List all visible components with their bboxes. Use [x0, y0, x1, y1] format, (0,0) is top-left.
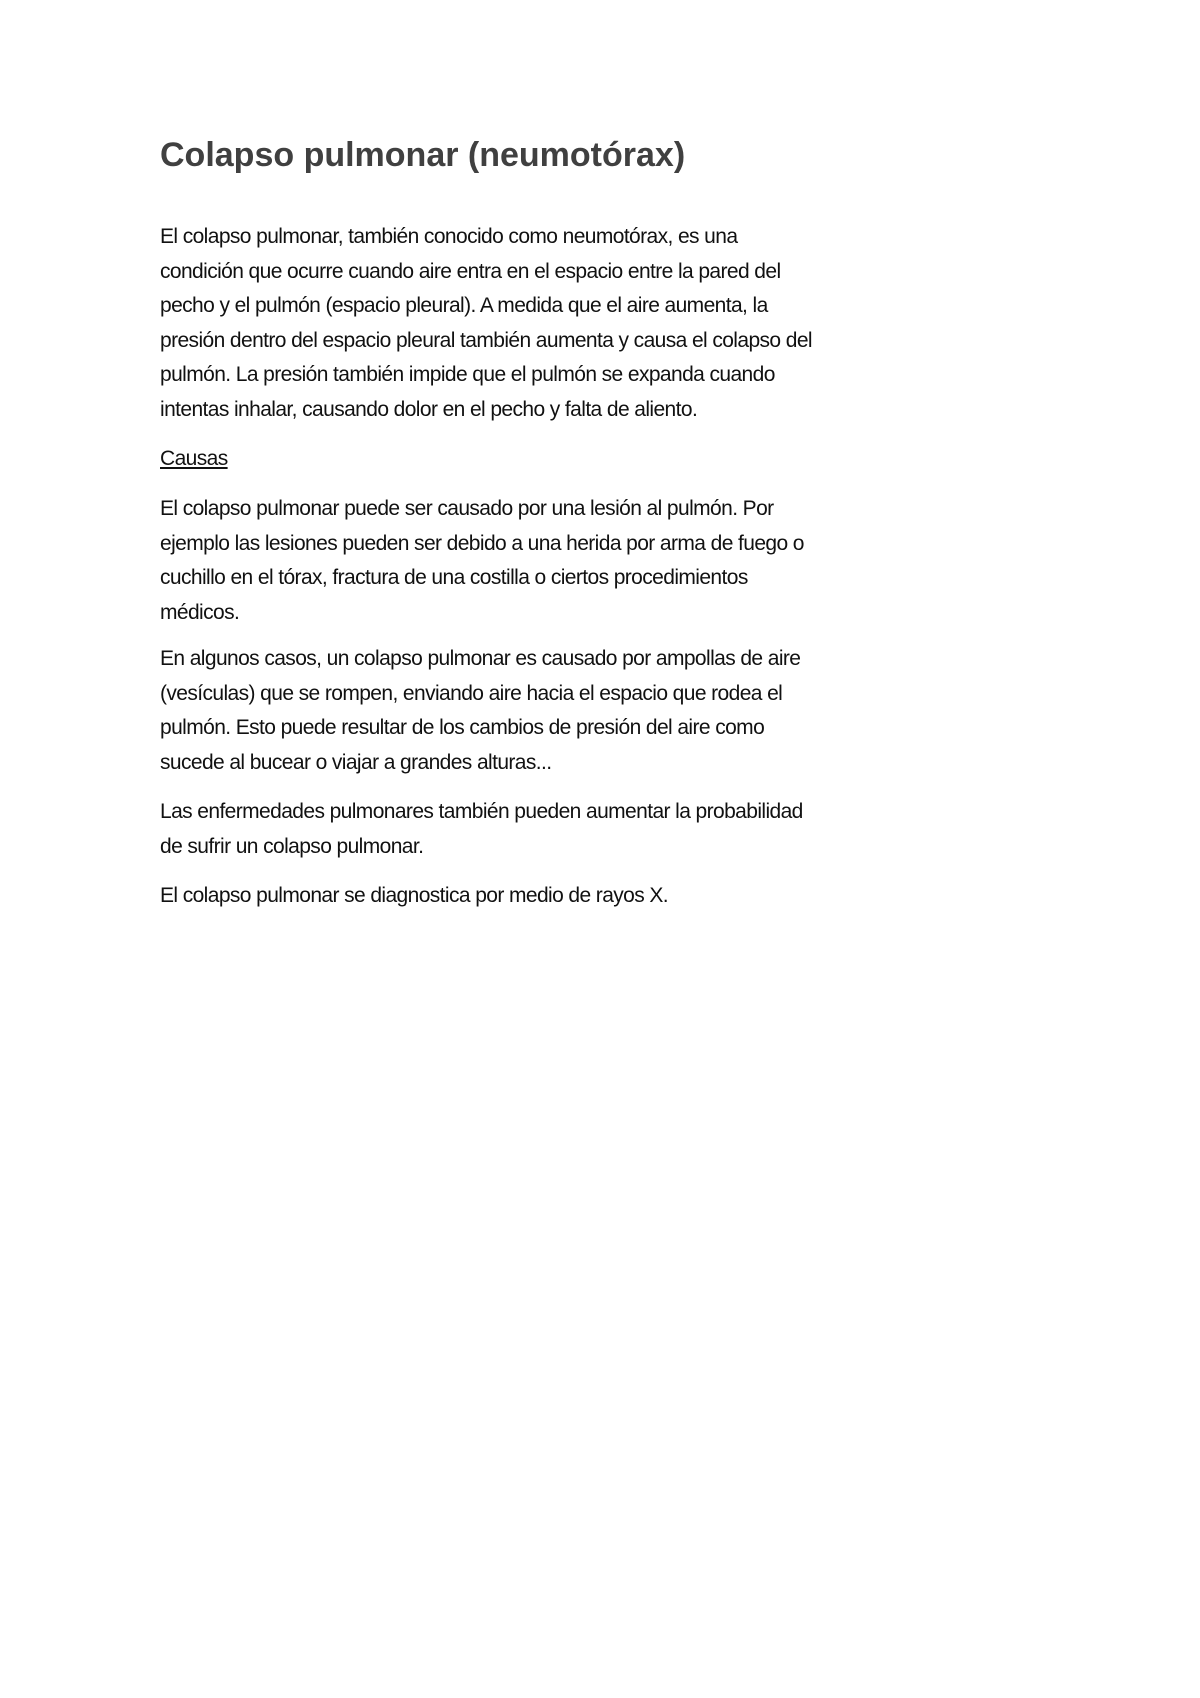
- causes-paragraph-1: [160, 492, 804, 630]
- text-line: (vesículas) que se rompen, enviando aire hacia el espacio que rodea el: [160, 681, 783, 705]
- text-line: sucede al bucear o viajar a grandes alturas...: [160, 750, 552, 774]
- text-line: presión dentro del espacio pleural también aumenta y causa el colapso del: [160, 328, 812, 352]
- text-line: cuchillo en el tórax, fractura de una costilla o ciertos procedimientos: [160, 566, 748, 589]
- text-line: condición que ocurre cuando aire entra en el espacio entre la pared del: [160, 259, 781, 283]
- text-line: El colapso pulmonar, también conocido como neumotórax, es una: [160, 225, 738, 248]
- causes-paragraph-3: [160, 795, 803, 864]
- text-line: ejemplo las lesiones pueden ser debido a una herida por arma de fuego o: [160, 531, 804, 555]
- intro-paragraph: [160, 220, 812, 427]
- text-line: médicos.: [160, 600, 240, 624]
- diagnosis-paragraph: [160, 879, 668, 914]
- text-line: El colapso pulmonar se diagnostica por medio de rayos X.: [160, 884, 669, 907]
- document-title: Colapso pulmonar (neumotórax): [160, 136, 686, 174]
- text-line: Las enfermedades pulmonares también pueden aumentar la probabilidad: [160, 800, 803, 823]
- text-line: de sufrir un colapso pulmonar.: [160, 834, 424, 858]
- text-line: pulmón. La presión también impide que el pulmón se expanda cuando: [160, 363, 775, 386]
- causes-paragraph-2: [160, 642, 800, 780]
- section-heading: Causas: [160, 447, 228, 470]
- text-line: intentas inhalar, causando dolor en el pecho y falta de aliento.: [160, 397, 698, 421]
- section-heading-causas: [160, 442, 228, 477]
- text-line: pulmón. Esto puede resultar de los cambios de presión del aire como: [160, 716, 765, 739]
- text-line: El colapso pulmonar puede ser causado por una lesión al pulmón. Por: [160, 497, 774, 520]
- text-line: En algunos casos, un colapso pulmonar es causado por ampollas de aire: [160, 647, 801, 670]
- text-line: pecho y el pulmón (espacio pleural). A medida que el aire aumenta, la: [160, 294, 768, 317]
